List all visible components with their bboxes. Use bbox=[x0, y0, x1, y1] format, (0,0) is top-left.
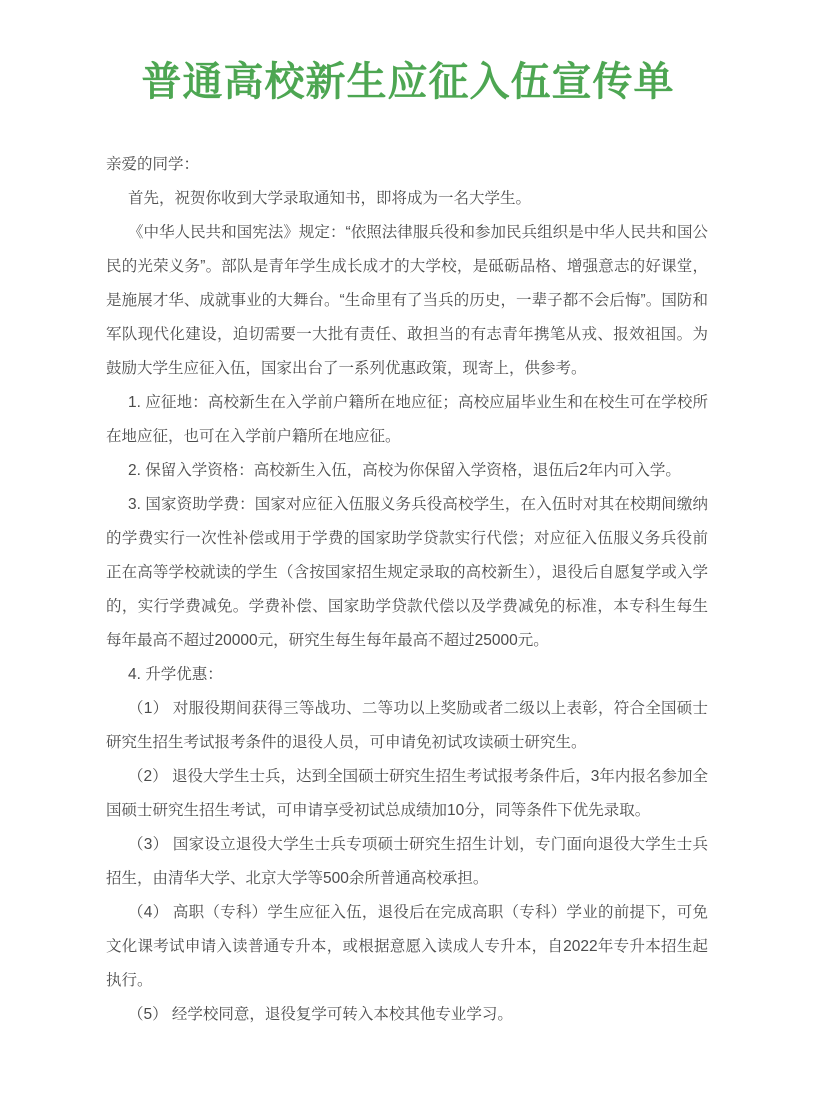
paragraph: 2. 保留入学资格：高校新生入伍，高校为你保留入学资格，退伍后2年内可入学。 bbox=[128, 462, 681, 479]
salutation: 亲爱的同学： bbox=[106, 156, 200, 173]
paragraph: （1） 对服役期间获得三等战功、二等功以上奖励或者二级以上表彰，符合全国硕士研究生招生考试报考条件的退役人员，可申请免初试攻读硕士研究生。 bbox=[106, 700, 708, 751]
paragraph: 3. 国家资助学费：国家对应征入伍服义务兵役高校学生，在入伍时对其在校期间缴纳的学费实行一次性补偿或用于学费的国家助学贷款实行代偿；对应征入伍服义务兵役前正在高等学校就读的学生（含按国家招生规定录取的高校新生），退役后自愿复学或入学的，实行学费减免。学费补偿、国家助学贷款代偿以及学费减免的标准，本专科生每生每年最高不超过20000元，研究生每生每年最高不超过25000元。 bbox=[106, 496, 708, 649]
paragraph: （4） 高职（专科）学生应征入伍，退役后在完成高职（专科）学业的前提下，可免文化课考试申请入读普通专升本，或根据意愿入读成人专升本，自2022年专升本招生起执行。 bbox=[106, 904, 708, 989]
paragraph: （5） 经学校同意，退役复学可转入本校其他专业学习。 bbox=[128, 1006, 513, 1023]
paragraph: 《中华人民共和国宪法》规定：“依照法律服兵役和参加民兵组织是中华人民共和国公民的光荣义务”。部队是青年学生成长成才的大学校，是砥砺品格、增强意志的好课堂，是施展才华、成就事业的大舞台。“生命里有了当兵的历史，一辈子都不会后悔”。国防和军队现代化建设，迫切需要一大批有责任、敢担当的有志青年携笔从戎、报效祖国。为鼓励大学生应征入伍，国家出台了一系列优惠政策，现寄上，供参考。 bbox=[106, 224, 708, 377]
document-body bbox=[106, 148, 708, 1032]
paragraph-list bbox=[106, 182, 708, 1032]
paragraph: （2） 退役大学生士兵，达到全国硕士研究生招生考试报考条件后，3年内报名参加全国硕士研究生招生考试，可申请享受初试总成绩加10分，同等条件下优先录取。 bbox=[106, 768, 708, 819]
paragraph: 1. 应征地：高校新生在入学前户籍所在地应征；高校应届毕业生和在校生可在学校所在地应征，也可在入学前户籍所在地应征。 bbox=[106, 394, 708, 445]
paragraph: 首先，祝贺你收到大学录取通知书，即将成为一名大学生。 bbox=[128, 190, 532, 207]
page-title: 普通高校新生应征入伍宣传单 bbox=[141, 59, 675, 104]
paragraph: （3） 国家设立退役大学生士兵专项硕士研究生招生计划，专门面向退役大学生士兵招生，由清华大学、北京大学等500余所普通高校承担。 bbox=[106, 836, 708, 887]
paragraph: 4. 升学优惠： bbox=[128, 666, 223, 683]
